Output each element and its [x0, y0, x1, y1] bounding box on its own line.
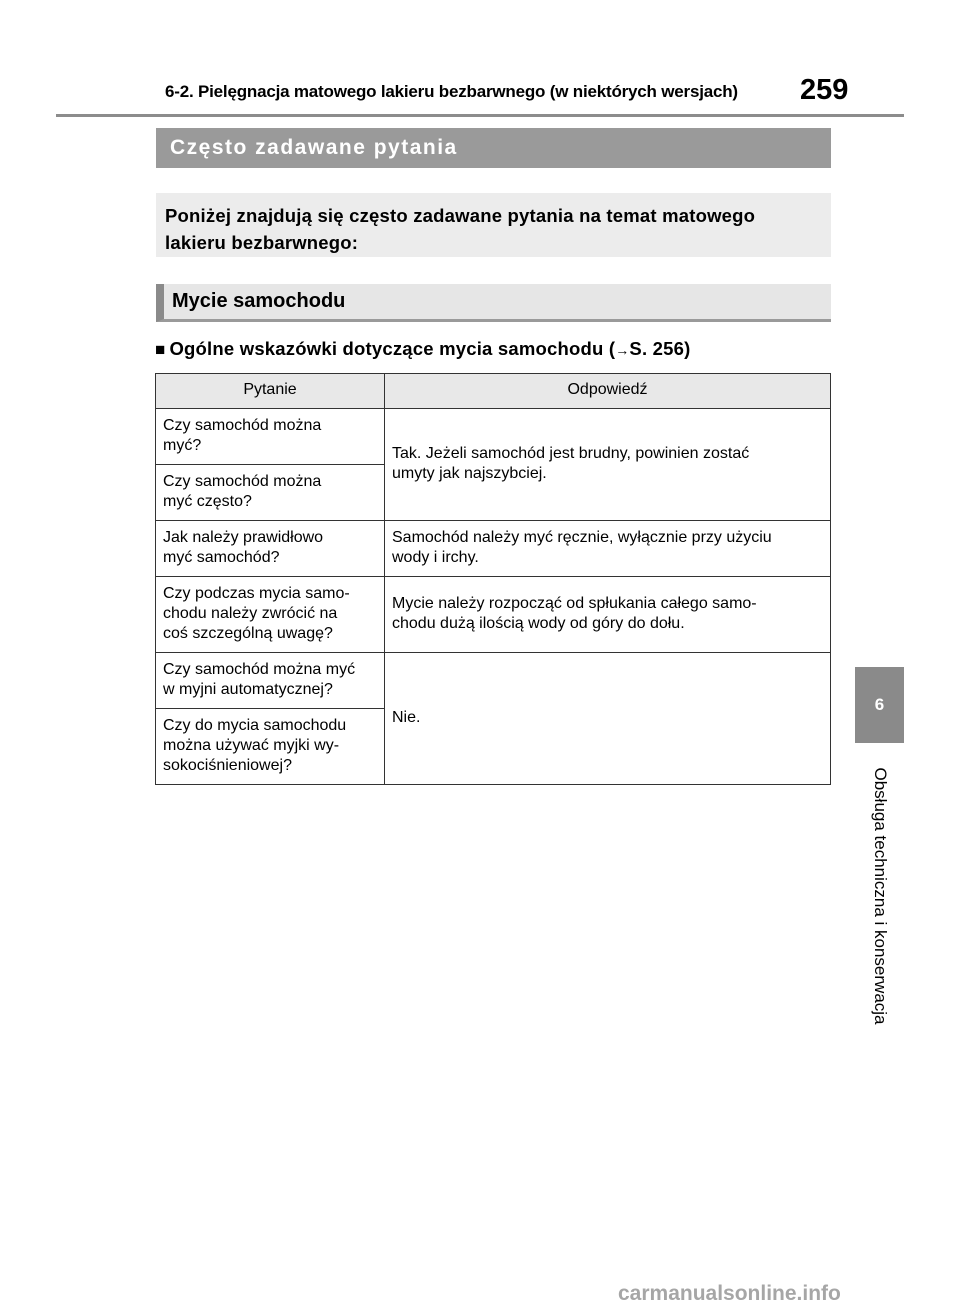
subsection-banner [156, 284, 831, 322]
answer-line: Samochód należy myć ręcznie, wyłącznie przy użyciu [392, 529, 772, 546]
question-line: sokociśnieniowej? [163, 757, 292, 774]
answer-cell [385, 409, 831, 521]
header-title: 6-2. Pielęgnacja matowego lakieru bezbarwnego (w niektórych wersjach) [165, 82, 738, 101]
table-header-row [156, 374, 831, 409]
question-line: chodu należy zwrócić na [163, 605, 338, 622]
table-row [156, 521, 831, 577]
table-row [156, 409, 831, 465]
answer-line: umyty jak najszybciej. [392, 465, 547, 482]
table-row [156, 653, 831, 709]
section-title: Często zadawane pytania [170, 136, 458, 159]
answer-line: Tak. Jeżeli samochód jest brudny, powinien zostać [392, 445, 750, 462]
answer-line: chodu dużą ilością wody od góry do dołu. [392, 615, 685, 632]
page-number: 259 [800, 74, 849, 106]
chapter-label: Obsługa techniczna i konserwacja [871, 767, 890, 1025]
answer-cell [385, 653, 831, 785]
answer-line: Mycie należy rozpocząć od spłukania całego samo- [392, 595, 757, 612]
intro-line-1: Poniżej znajdują się często zadawane pytania na temat matowego [165, 205, 756, 226]
question-line: Czy do mycia samochodu [163, 717, 347, 734]
subsection-title: Mycie samochodu [172, 290, 346, 312]
column-header-question: Pytanie [156, 374, 385, 409]
question-line: myć często? [163, 493, 252, 510]
column-header-answer: Odpowiedź [385, 374, 831, 409]
chapter-number: 6 [874, 695, 885, 714]
question-cell [156, 409, 385, 465]
page-reference-link[interactable]: S. 256) [629, 338, 691, 359]
answer-cell [385, 577, 831, 653]
question-line: myć samochód? [163, 549, 280, 566]
qa-table [155, 373, 831, 785]
question-line: Czy samochód można myć [163, 661, 356, 678]
question-line: coś szczególną uwagę? [163, 625, 333, 642]
question-cell [156, 577, 385, 653]
question-cell [156, 653, 385, 709]
question-line: Czy samochód można [163, 473, 322, 490]
question-cell [156, 709, 385, 785]
intro-line-2: lakieru bezbarwnego: [165, 232, 359, 253]
square-bullet-icon: ■ [155, 340, 166, 359]
question-cell [156, 465, 385, 521]
header-divider [56, 114, 904, 117]
question-line: Czy samochód można [163, 417, 322, 434]
question-line: w myjni automatycznej? [163, 681, 333, 698]
arrow-right-icon: → [615, 342, 630, 358]
answer-cell [385, 521, 831, 577]
question-line: Czy podczas mycia samo- [163, 585, 350, 602]
intro-box [156, 193, 831, 257]
section-banner [156, 128, 831, 168]
answer-line: wody i irchy. [392, 549, 479, 566]
table-row [156, 577, 831, 653]
item-heading [155, 338, 690, 360]
question-line: myć? [163, 437, 202, 454]
chapter-tab[interactable] [855, 667, 904, 743]
question-line: można używać myjki wy- [163, 737, 340, 754]
question-line: Jak należy prawidłowo [163, 529, 324, 546]
question-cell [156, 521, 385, 577]
item-heading-text: Ogólne wskazówki dotyczące mycia samochodu ( [169, 338, 616, 359]
watermark: carmanualsonline.info [618, 1282, 841, 1305]
answer-line: Nie. [392, 709, 421, 726]
